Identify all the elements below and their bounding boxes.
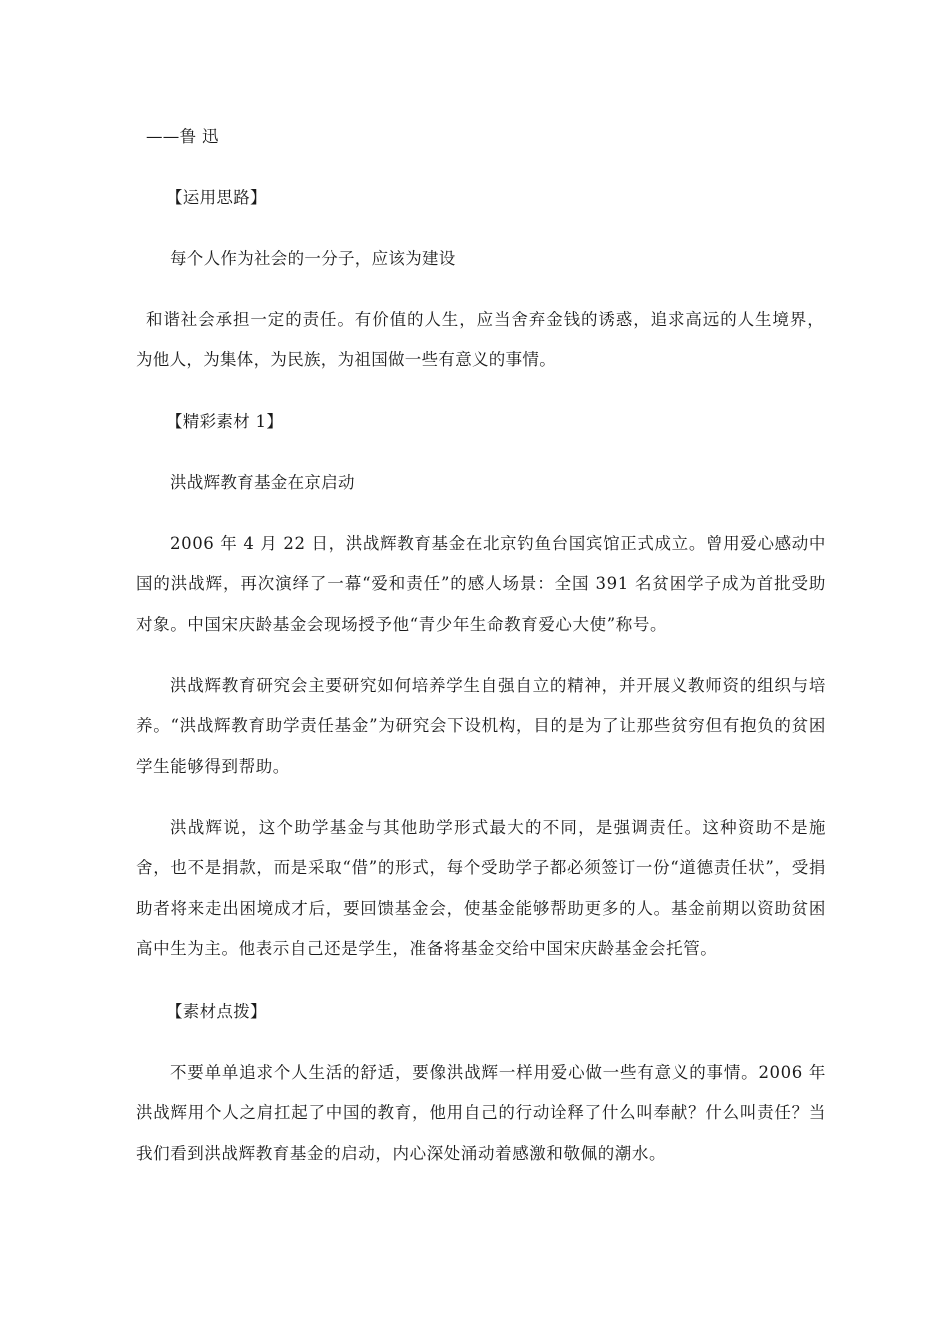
section-heading-sucai-dianbo: 【素材点拨】 bbox=[166, 1002, 267, 1021]
section-heading-yunyong-silu: 【运用思路】 bbox=[166, 188, 267, 207]
yunyong-text-line-1: 每个人作为社会的一分子，应该为建设 bbox=[170, 249, 456, 268]
article-title: 洪战辉教育基金在京启动 bbox=[170, 473, 355, 492]
commentary-paragraph: 不要单单追求个人生活的舒适，要像洪战辉一样用爱心做一些有意义的事情。2006 年洪战辉用个人之肩扛起了中国的教育，他用自己的行动诠释了什么叫奉献？什么叫责任？当我们看到洪战辉教育基金的启动，内心深处涌动着感激和敬佩的潮水。 bbox=[136, 1063, 826, 1163]
quote-attribution: ——鲁 迅 bbox=[146, 127, 219, 146]
article-paragraph-2: 洪战辉教育研究会主要研究如何培养学生自强自立的精神，并开展义教师资的组织与培养。“洪战辉教育助学责任基金”为研究会下设机构，目的是为了让那些贫穷但有抱负的贫困学生能够得到帮助。 bbox=[136, 676, 826, 776]
article-paragraph-1: 2006 年 4 月 22 日，洪战辉教育基金在北京钓鱼台国宾馆正式成立。曾用爱心感动中国的洪战辉，再次演绎了一幕“爱和责任”的感人场景：全国 391 名贫困学子成为首批受助对象。中国宋庆龄基金会现场授予他“青少年生命教育爱心大使”称号。 bbox=[136, 534, 826, 634]
section-heading-jingcai-sucai: 【精彩素材 1】 bbox=[166, 412, 284, 431]
yunyong-text-line-2: 和谐社会承担一定的责任。有价值的人生，应当舍弃金钱的诱惑，追求高远的人生境界， bbox=[146, 310, 825, 329]
article-paragraph-3: 洪战辉说，这个助学基金与其他助学形式最大的不同，是强调责任。这种资助不是施舍，也不是捐款，而是采取“借”的形式，每个受助学子都必须签订一份“道德责任状”，受捐助者将来走出困境成才后，要回馈基金会，使基金能够帮助更多的人。基金前期以资助贫困高中生为主。他表示自己还是学生，准备将基金交给中国宋庆龄基金会托管。 bbox=[136, 818, 826, 958]
yunyong-text-line-3: 为他人，为集体，为民族，为祖国做一些有意义的事情。 bbox=[136, 350, 556, 369]
